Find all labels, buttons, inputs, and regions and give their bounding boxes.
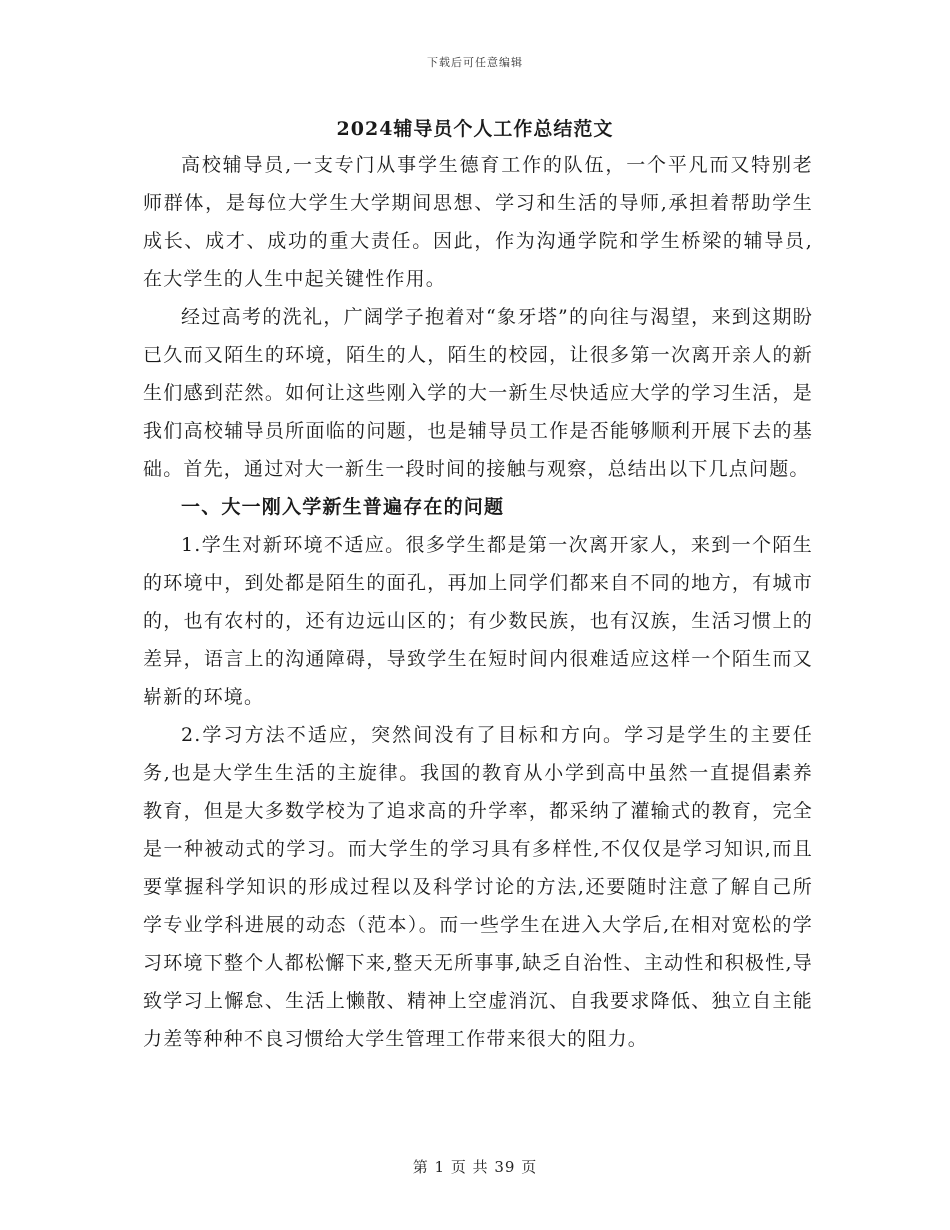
paragraph-background: 经过高考的洗礼，广阔学子抱着对“象牙塔”的向往与渴望，来到这期盼已久而又陌生的环境，陌生的人，陌生的校园，让很多第一次离开亲人的新生们感到茫然。如何让这些刚入学的大一新生尽快适应大学的学习生活，是我们高校辅导员所面临的问题，也是辅导员工作是否能够顺利开展下去的基础。首先，通过对大一新生一段时间的接触与观察，总结出以下几点问题。 xyxy=(143,306,813,480)
document-body xyxy=(143,146,813,1058)
header-note: 下载后可任意编辑 xyxy=(427,56,523,69)
list-item-2: 2.学习方法不适应，突然间没有了目标和方向。学习是学生的主要任务,也是大学生生活的主旋律。我国的教育从小学到高中虽然一直提倡素养教育，但是大多数学校为了追求高的升学率，都采纳了灌输式的教育，完全是一种被动式的学习。而大学生的学习具有多样性,不仅仅是学习知识,而且要掌握科学知识的形成过程以及科学讨论的方法,还要随时注意了解自己所学专业学科进展的动态（范本）。而一些学生在进入大学后,在相对宽松的学习环境下整个人都松懈下来,整天无所事事,缺乏自治性、主动性和积极性,导致学习上懈怠、生活上懒散、精神上空虚消沉、自我要求降低、独立自主能力差等种种不良习惯给大学生管理工作带来很大的阻力。 xyxy=(143,724,813,1050)
page-footer: 第 1 页 共 39 页 xyxy=(412,1158,538,1176)
list-item-1: 1.学生对新环境不适应。很多学生都是第一次离开家人，来到一个陌生的环境中，到处都是陌生的面孔，再加上同学们都来自不同的地方，有城市的，也有农村的，还有边远山区的；有少数民族，也有汉族，生活习惯上的差异，语言上的沟通障碍，导致学生在短时间内很难适应这样一个陌生而又崭新的环境。 xyxy=(143,534,813,708)
paragraph-intro: 高校辅导员,一支专门从事学生德育工作的队伍，一个平凡而又特别老师群体，是每位大学生大学期间思想、学习和生活的导师,承担着帮助学生成长、成才、成功的重大责任。因此，作为沟通学院和学生桥梁的辅导员,在大学生的人生中起关键性作用。 xyxy=(143,154,813,290)
section-heading: 一、大一刚入学新生普遍存在的问题 xyxy=(181,496,505,518)
document-title: 2024辅导员个人工作总结范文 xyxy=(336,118,614,140)
